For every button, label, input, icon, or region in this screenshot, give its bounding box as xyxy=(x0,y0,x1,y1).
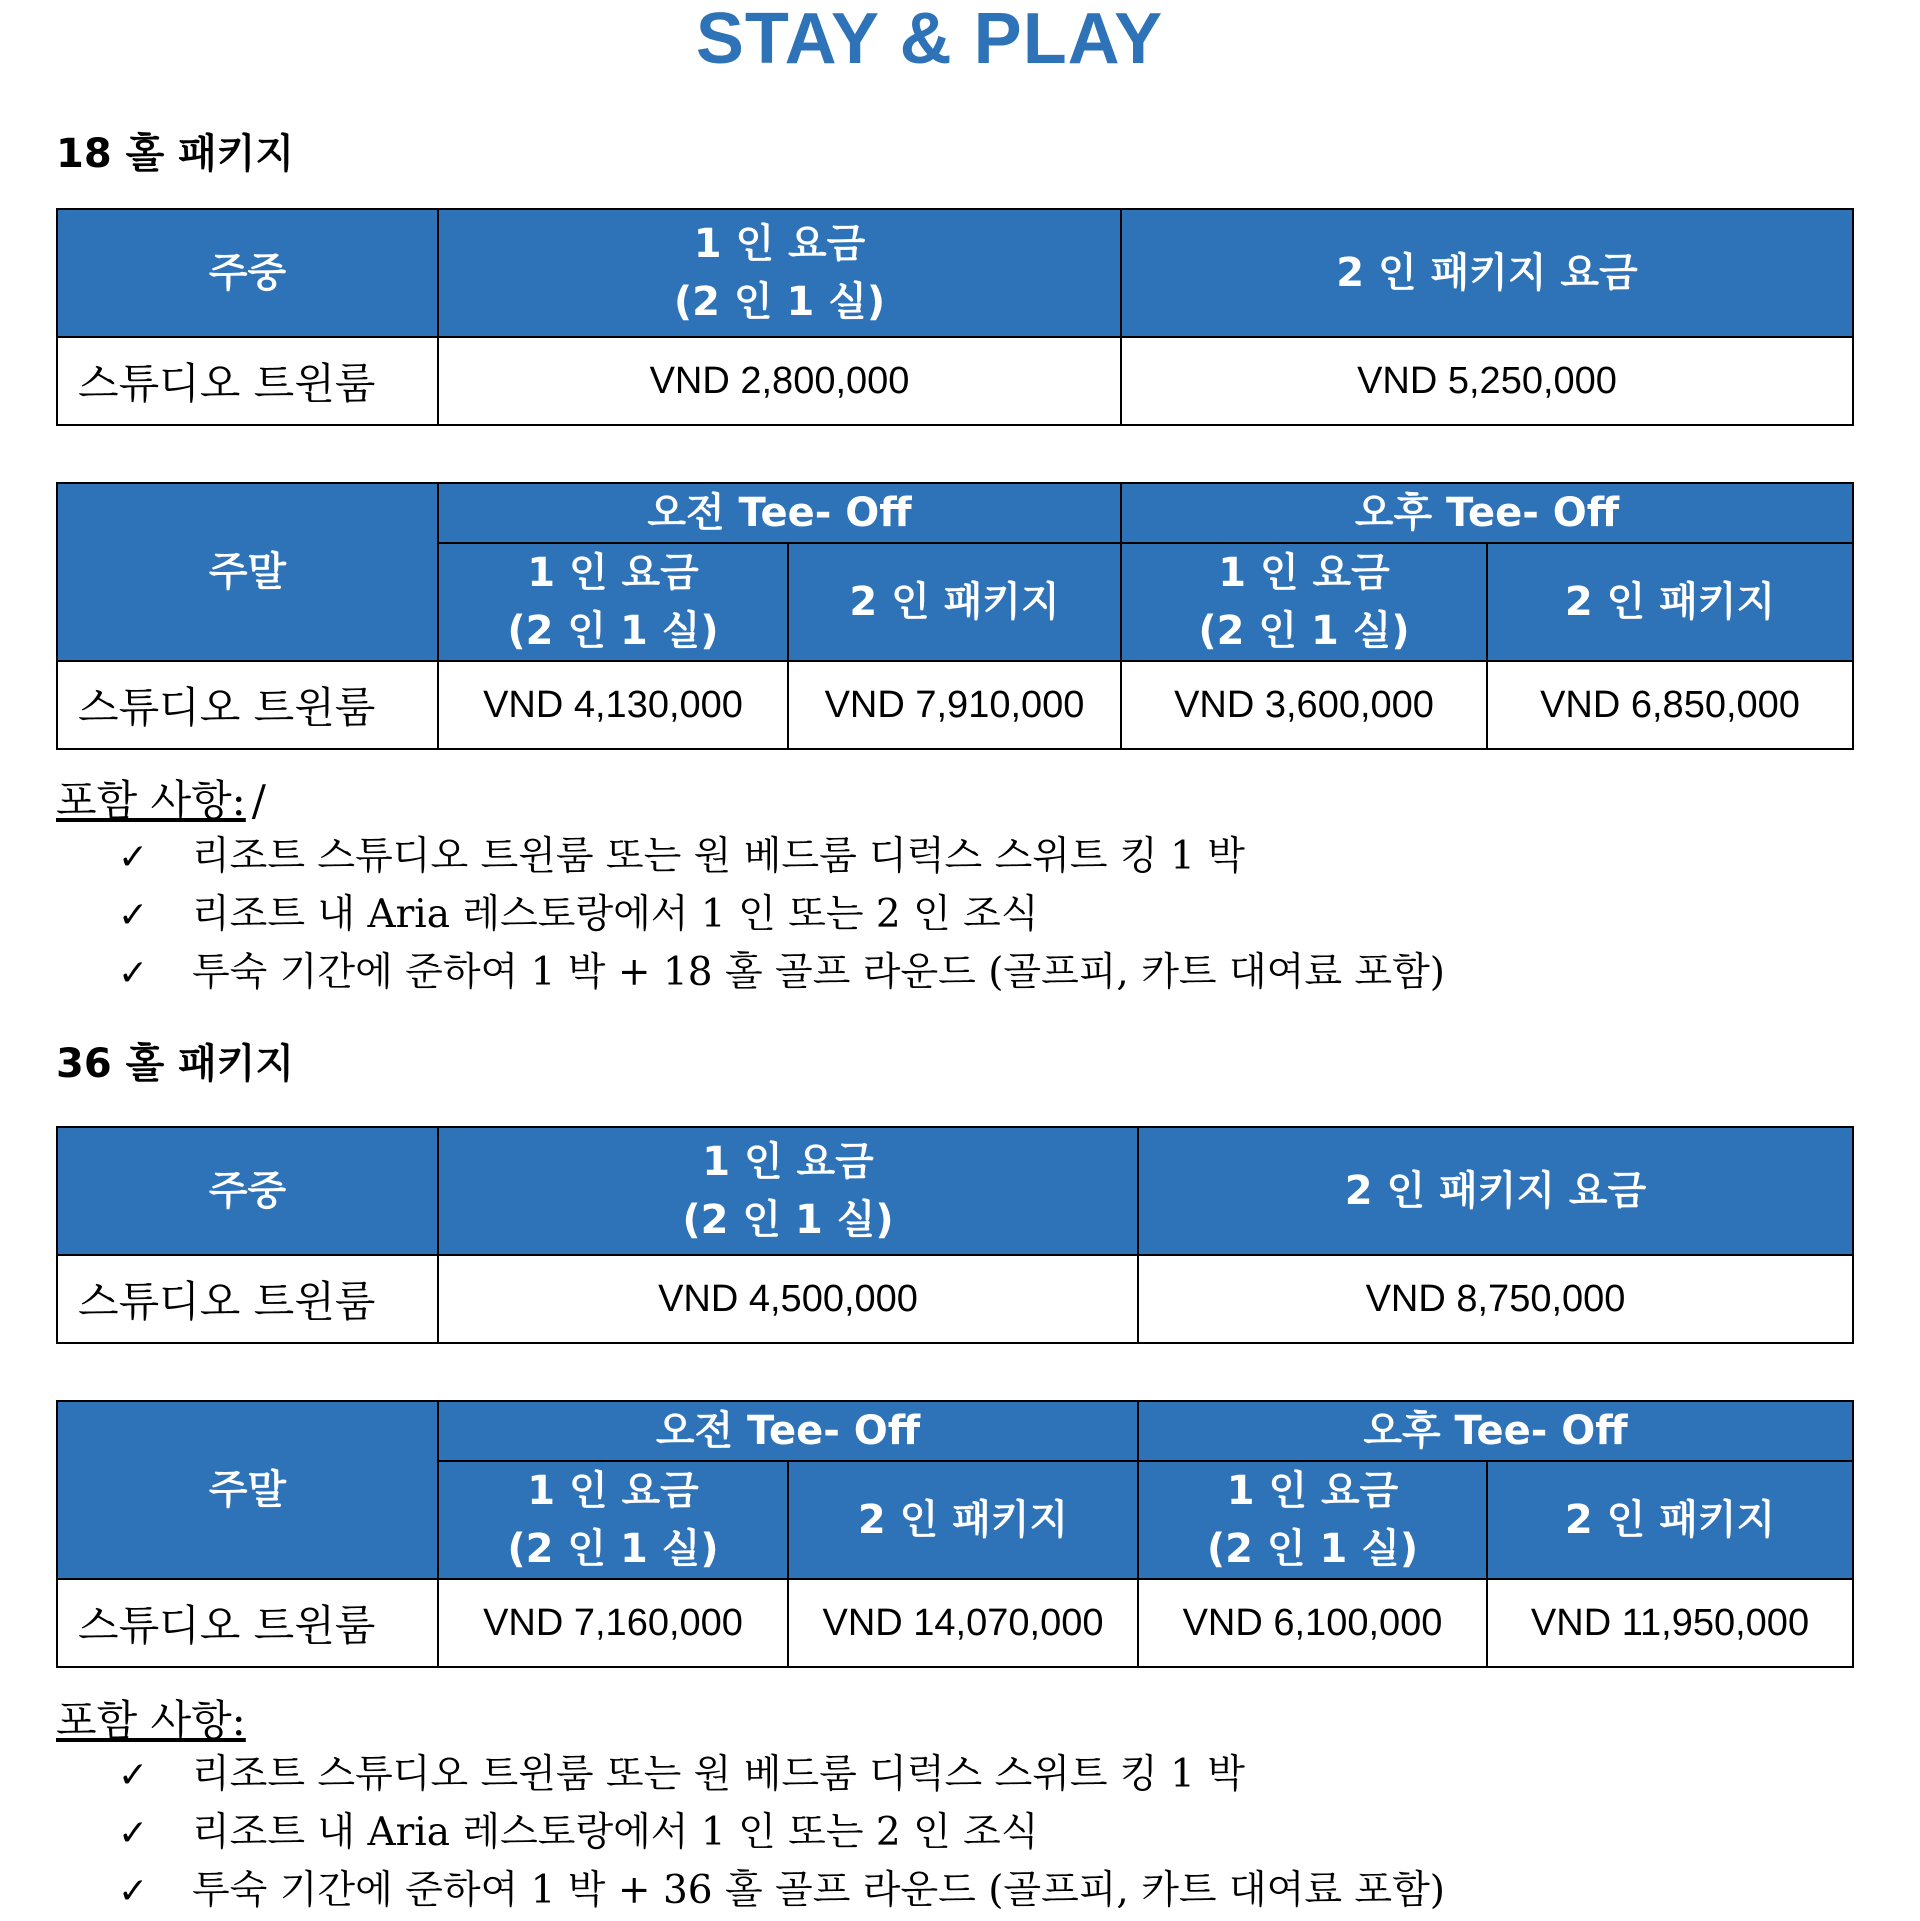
weekday-label: 주중 xyxy=(57,209,438,337)
per-person-rate-header: 1 인 요금 (2 인 1 실) xyxy=(1121,543,1487,661)
list-item-text: 리조트 스튜디오 트윈룸 또는 원 베드룸 디럭스 스위트 킹 1 박 xyxy=(192,834,1245,879)
afternoon-tee-off-header: 오후 Tee- Off xyxy=(1138,1401,1853,1461)
morning-tee-off-header: 오전 Tee- Off xyxy=(438,1401,1138,1461)
price-cell: VND 8,750,000 xyxy=(1138,1255,1853,1343)
price-cell: VND 7,910,000 xyxy=(788,661,1121,749)
check-icon: ✓ xyxy=(118,1871,149,1912)
room-type: 스튜디오 트윈룸 xyxy=(57,661,438,749)
list-item xyxy=(118,886,1445,944)
includes-title xyxy=(56,1688,246,1748)
weekend-label: 주말 xyxy=(57,483,438,661)
weekend-label: 주말 xyxy=(57,1401,438,1579)
per-person-rate-header: 1 인 요금 (2 인 1 실) xyxy=(438,543,788,661)
weekend-price-table-18 xyxy=(56,482,1854,750)
per-person-rate-header: 1 인 요금 (2 인 1 실) xyxy=(438,1127,1138,1255)
per-person-rate-header: 1 인 요금 (2 인 1 실) xyxy=(438,209,1121,337)
section-heading-18: 18 홀 패키지 xyxy=(56,131,295,177)
price-cell: VND 11,950,000 xyxy=(1487,1579,1853,1667)
price-cell: VND 2,800,000 xyxy=(438,337,1121,425)
afternoon-tee-off-header: 오후 Tee- Off xyxy=(1121,483,1853,543)
price-cell: VND 4,500,000 xyxy=(438,1255,1138,1343)
weekend-price-table-36 xyxy=(56,1400,1854,1668)
two-person-package-header: 2 인 패키지 요금 xyxy=(1121,209,1853,337)
list-item xyxy=(118,1746,1445,1804)
per-person-rate-header: 1 인 요금 (2 인 1 실) xyxy=(438,1461,788,1579)
price-cell: VND 14,070,000 xyxy=(788,1579,1138,1667)
weekday-price-table-18 xyxy=(56,208,1854,426)
per-person-rate-header: 1 인 요금 (2 인 1 실) xyxy=(1138,1461,1487,1579)
two-person-package-header: 2 인 패키지 요금 xyxy=(1138,1127,1853,1255)
room-type: 스튜디오 트윈룸 xyxy=(57,1255,438,1343)
price-cell: VND 7,160,000 xyxy=(438,1579,788,1667)
list-item xyxy=(118,1862,1445,1920)
check-icon: ✓ xyxy=(118,953,149,994)
list-item-text: 투숙 기간에 준하여 1 박 + 18 홀 골프 라운드 (골프피, 카트 대여료 포함) xyxy=(192,950,1445,995)
list-item xyxy=(118,1804,1445,1862)
includes-title-text: 포함 사항: xyxy=(56,776,246,825)
weekday-price-table-36 xyxy=(56,1126,1854,1344)
page-title: STAY & PLAY xyxy=(695,0,1164,79)
two-person-package-header: 2 인 패키지 xyxy=(788,543,1121,661)
includes-title-text: 포함 사항: xyxy=(56,1696,246,1745)
list-item-text: 투숙 기간에 준하여 1 박 + 36 홀 골프 라운드 (골프피, 카트 대여료 포함) xyxy=(192,1868,1445,1913)
price-cell: VND 4,130,000 xyxy=(438,661,788,749)
check-icon: ✓ xyxy=(118,837,149,878)
list-item xyxy=(118,944,1445,1002)
check-icon: ✓ xyxy=(118,1813,149,1854)
includes-mark: / xyxy=(251,776,266,825)
morning-tee-off-header: 오전 Tee- Off xyxy=(438,483,1121,543)
price-cell: VND 6,850,000 xyxy=(1487,661,1853,749)
list-item-text: 리조트 스튜디오 트윈룸 또는 원 베드룸 디럭스 스위트 킹 1 박 xyxy=(192,1752,1245,1797)
list-item xyxy=(118,828,1445,886)
two-person-package-header: 2 인 패키지 xyxy=(1487,543,1853,661)
includes-list-36 xyxy=(118,1746,1445,1920)
two-person-package-header: 2 인 패키지 xyxy=(788,1461,1138,1579)
includes-title xyxy=(56,768,266,828)
price-cell: VND 3,600,000 xyxy=(1121,661,1487,749)
list-item-text: 리조트 내 Aria 레스토랑에서 1 인 또는 2 인 조식 xyxy=(192,1810,1039,1855)
section-heading-36: 36 홀 패키지 xyxy=(56,1041,295,1087)
two-person-package-header: 2 인 패키지 xyxy=(1487,1461,1853,1579)
room-type: 스튜디오 트윈룸 xyxy=(57,337,438,425)
list-item-text: 리조트 내 Aria 레스토랑에서 1 인 또는 2 인 조식 xyxy=(192,892,1039,937)
price-cell: VND 6,100,000 xyxy=(1138,1579,1487,1667)
check-icon: ✓ xyxy=(118,895,149,936)
check-icon: ✓ xyxy=(118,1755,149,1796)
weekday-label: 주중 xyxy=(57,1127,438,1255)
price-cell: VND 5,250,000 xyxy=(1121,337,1853,425)
room-type: 스튜디오 트윈룸 xyxy=(57,1579,438,1667)
includes-list-18 xyxy=(118,828,1445,1002)
